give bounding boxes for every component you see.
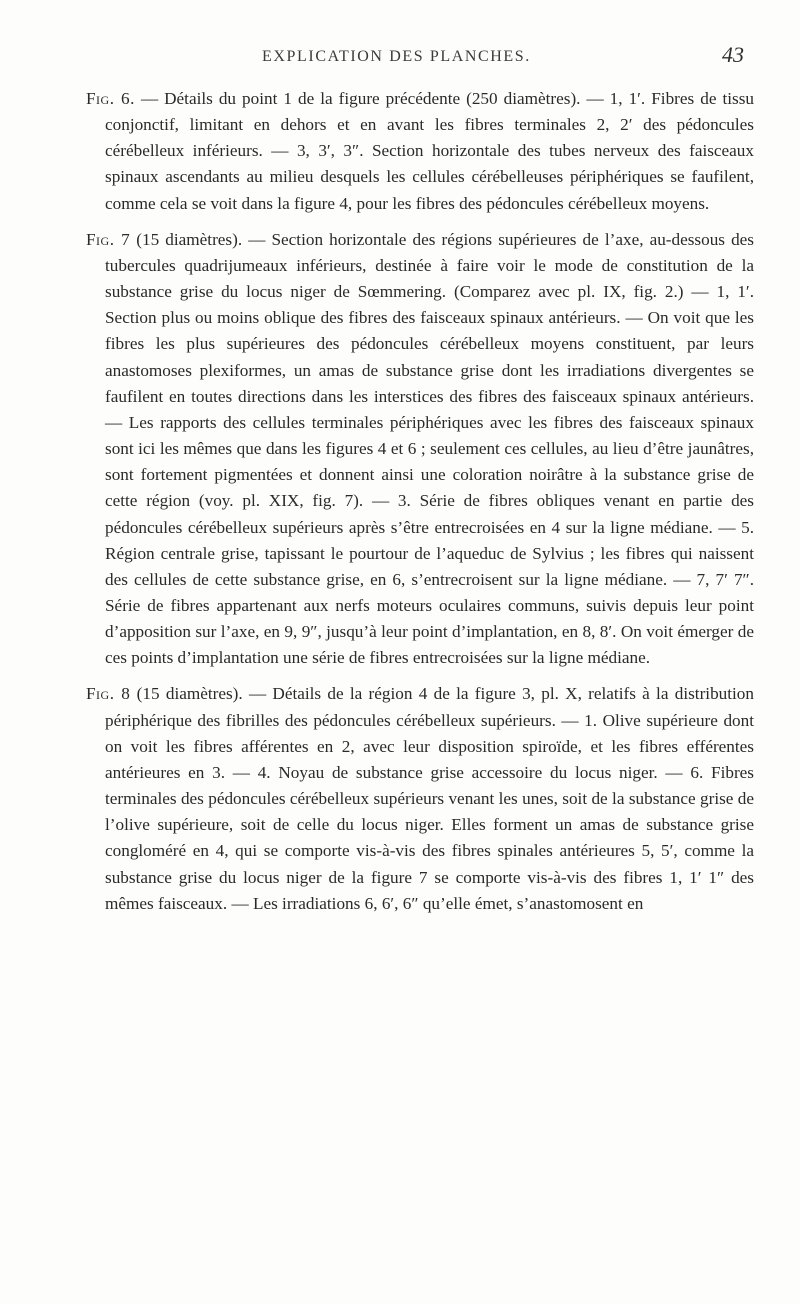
figure-7-label: Fig. 7: [86, 229, 131, 249]
figure-7-text: (15 diamètres). — Section horizontale des régions supérieures de l’axe, au-dessous des tubercules quadrijumeaux inférieurs, destinée à faire voir le mode de constitution de la substance grise du locus niger de Sœmmering. (Comparez avec pl. IX, fig. 2.) — 1, 1′. Section plus ou moins oblique des fibres des faisceaux spinaux antérieurs. — On voit que les fibres les plus supérieures des pédoncules cérébelleux moyens constituent, par leurs anastomoses plexiformes, un amas de substance grise dont les irradiations divergentes se faufilent en toutes directions dans les interstices des fibres des faisceaux spinaux antérieurs. — Les rapports des cellules terminales périphériques avec les fibres des faisceaux spinaux sont ici les mêmes que dans les figures 4 et 6 ; seulement ces cellules, au lieu d’être jaunâtres, sont fortement pigmentées et donnent ainsi une coloration noirâtre à la substance grise de cette région (voy. pl. XIX, fig. 7). — 3. Série de fibres obliques venant en partie des pédoncules cérébelleux supérieurs après s’être entrecroisées en 4 sur la ligne médiane. — 5. Région centrale grise, tapissant le pourtour de l’aqueduc de Sylvius ; les fibres qui naissent des cellules de cette substance grise, en 6, s’entrecroisent sur la ligne médiane. — 7, 7′ 7″. Série de fibres appartenant aux nerfs moteurs oculaires communs, suivis depuis leur point d’apposition sur l’axe, en 9, 9″, jusqu’à leur point d’implantation, en 8, 8′. On voit émerger de ces points d’implantation une série de fibres entrecroisées sur la ligne médiane.: [105, 229, 754, 668]
page-number: 43: [722, 42, 744, 67]
figure-6-caption: [86, 86, 754, 217]
running-title: EXPLICATION DES PLANCHES.: [262, 48, 531, 65]
figure-7-caption: [86, 227, 754, 672]
figure-8-caption: [86, 681, 754, 916]
figure-6-text: — Détails du point 1 de la figure précédente (250 diamètres). — 1, 1′. Fibres de tissu conjonctif, limitant en dehors et en avant les fibres terminales 2, 2′ des pédoncules cérébelleux inférieurs. — 3, 3′, 3″. Section horizontale des tubes nerveux des faisceaux spinaux ascendants au milieu desquels les cellules cérébelleuses périphériques se faufilent, comme cela se voit dans la figure 4, pour les fibres des pédoncules cérébelleux moyens.: [105, 89, 754, 213]
body-text: [86, 86, 754, 917]
figure-6-label: Fig. 6.: [86, 89, 135, 108]
figure-8-text: (15 diamètres). — Détails de la région 4 de la figure 3, pl. X, relatifs à la distribution périphérique des fibrilles des pédoncules cérébelleux supérieurs. — 1. Olive supérieure dont on voit les fibres afférentes en 2, avec leur disposition spiroïde, et les fibres efférentes antérieures en 3. — 4. Noyau de substance grise accessoire du locus niger. — 6. Fibres terminales des pédoncules cérébelleux supérieurs venant les unes, soit de la substance grise de l’olive supérieure, soit de celle du locus niger. Elles forment un amas de substance grise congloméré en 4, qui se comporte vis-à-vis des fibres spinales antérieures 5, 5′, comme la substance grise du locus niger de la figure 7 se comporte vis-à-vis des fibres 1, 1′ 1″ des mêmes faisceaux. — Les irradiations 6, 6′, 6″ qu’elle émet, s’anastomosent en: [105, 684, 754, 913]
figure-8-label: Fig. 8: [86, 684, 131, 704]
running-head: [0, 42, 800, 76]
